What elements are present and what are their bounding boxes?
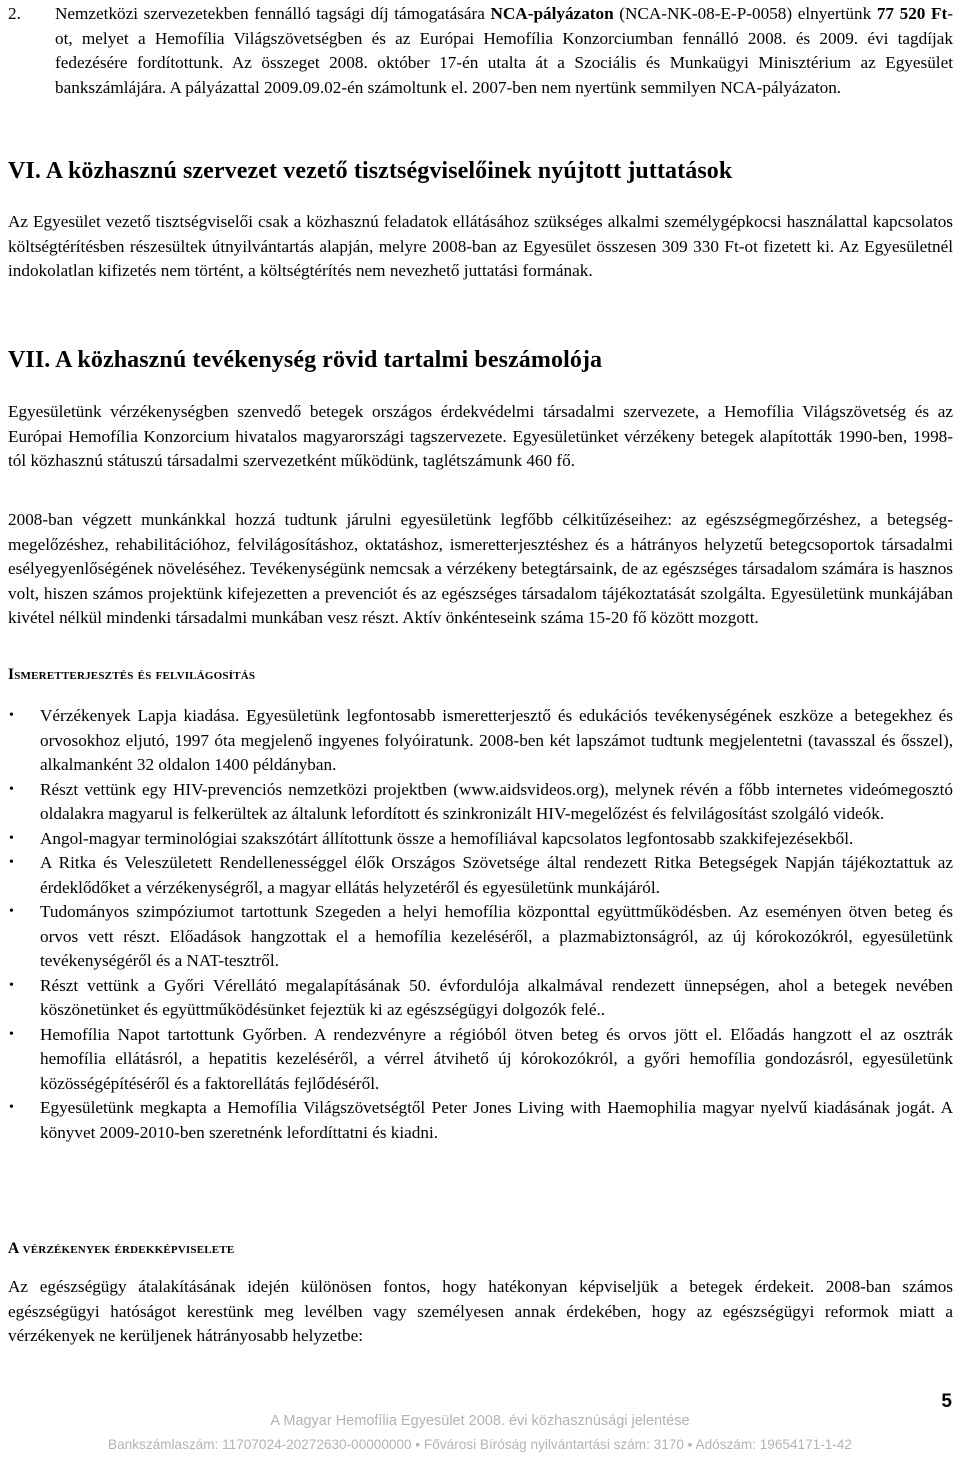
bullet-icon: • xyxy=(9,977,14,993)
list-item: • Tudományos szimpóziumot tartottunk Szegeden a helyi hemofília központtal együttműködésben. Az eseményen ötven beteg és orvos vett részt. Előadások hangzottak el a hemofília kezeléséről, a plazmabiztonságról, az új kórokozókról, egyesületünk tevékenységéről és a NAT-tesztről. xyxy=(9,902,953,970)
item-text: Nemzetközi szervezetekben fennálló tagsági díj támogatására NCA-pályázaton (NCA-NK-08-E-P-0058) elnyertünk 77 520 Ft-ot, melyet a Hemofília Világszövetségben és az Európai Hemofília Konzorciumban fennálló 2008. és 2009. évi tagdíjak fedezésére fordítottunk. Az összeget 2008. október 17-én utalta át a Szociális és Munkaügyi Minisztérium az Egyesület bankszámlájára. A pályázattal 2009.09.02-én számoltunk el. 2007-ben nem nyertünk semmilyen NCA-pályázaton. xyxy=(55,4,953,97)
advocacy-paragraph: Az egészségügy átalakításának idején különösen fontos, hogy hatékonyan képviseljük a betegek érdekeit. 2008-ban számos egészségügyi hatóságot kerestünk meg levélben vagy személyesen annak érdekében, hogy az egészségügyi reformok miatt a vérzékenyek ne kerüljenek hátrányosabb helyzetbe: xyxy=(8,1277,953,1346)
page-number: 5 xyxy=(941,1391,952,1412)
item-number: 2. xyxy=(8,4,21,23)
bullet-icon: • xyxy=(9,708,14,723)
footer-registration-info: Bankszámlaszám: 11707024-20272630-00000000 ▪ Fővárosi Bíróság nyilvántartási szám: 3170 ▪ Adószám: 19654171-1-42 xyxy=(108,1437,852,1452)
section-7-paragraph-2: 2008-ban végzett munkánkkal hozzá tudtunk járulni egyesületünk legfőbb célkitűzéseihez: az egészségmegőrzéshez, a betegség-megelőzéshez, rehabilitációhoz, felvilágosításhoz, oktatáshoz, ismeretterjesztéshez és a hátrányos helyzetű betegcsoportok társadalmi esélyegyenlőségének növeléséhez. Tevékenységünk nemcsak a vérzékeny betegtársaink, de az egészséges társadalom számára is hasznos volt, hiszen számos projektünk kifejezetten a prevenciót és az egészséges társadalom tájékoztatását szolgálta. Egyesületünk munkájában kivétel nélkül mindenki társadalmi munkában vesz részt. Aktív önkénteseink száma 15-20 fő között mozgott. xyxy=(8,510,953,628)
list-item: • Részt vettünk a Győri Vérellátó megalapításának 50. évfordulója alkalmával rendezett ünnepségen, ahol a betegek nevében köszönetünket és együttműködésünket fejeztük ki az egészségügyi dolgozók felé.. xyxy=(9,975,953,1019)
bullet-icon: • xyxy=(9,1100,14,1115)
section-6-paragraph: Az Egyesület vezető tisztségviselői csak a közhasznú feladatok ellátásához szükséges alkalmi személygépkocsi használattal kapcsolatos költségtérítésben részesültek útnyilvántartás alapján, melyre 2008-ban az Egyesület összesen 309 330 Ft-ot fizetett ki. Az Egyesületnél indokolatlan kifizetés nem történt, a költségtérítés nem nevezhető juttatási formának. xyxy=(8,212,953,281)
bullet-icon: • xyxy=(9,855,14,870)
footer-report-title: A Magyar Hemofília Egyesület 2008. évi közhasznúsági jelentése xyxy=(270,1413,690,1429)
bullet-icon: • xyxy=(9,904,14,919)
info-subheading: Ismeretterjesztés és felvilágosítás xyxy=(8,666,256,683)
nca-emphasis: NCA-pályázaton xyxy=(490,4,614,23)
list-item: • Angol-magyar terminológiai szakszótárt állítottunk össze a hemofíliával kapcsolatos legfontosabb szakkifejezésekből. xyxy=(8,827,953,852)
numbered-item-2 xyxy=(8,2,953,100)
bullet-icon: • xyxy=(9,1026,14,1042)
list-item: • A Ritka és Veleszületett Rendellenességgel élők Országos Szövetsége által rendezett Ritka Betegségek Napján tájékoztattuk az érdeklődőket a vérzékenységről, a magyar ellátás helyzetéről és egyesületünk munkájáról. xyxy=(9,853,953,897)
amount-emphasis: 77 520 Ft xyxy=(876,4,948,23)
list-item: • Egyesületünk megkapta a Hemofília Világszövetségtől Peter Jones Living with Haemophilia magyar nyelvű kiadásának jogát. A könyvet 2009-2010-ben szeretnénk lefordíttatni és kiadni. xyxy=(9,1098,953,1142)
list-item: • Hemofília Napot tartottunk Győrben. A rendezvényre a régióból ötven beteg és orvos jött el. Előadás hangzott el az osztrák hemofília ellátásról, a hepatitis kezeléséről, a vérrel átvihető új kórokozókról, a győri hemofília gondozásról, egyesületünk közösségépítéséről és a faktorellátás fejlődéséről. xyxy=(9,1024,953,1093)
section-6-heading: VI. A közhasznú szervezet vezető tisztségviselőinek nyújtott juttatások xyxy=(8,158,733,184)
list-item: • Részt vettünk egy HIV-prevenciós nemzetközi projektben (www.aidsvideos.org), melynek révén a főbb internetes videómegosztó oldalakra magyarul is felkerültek az általunk lefordított és szinkronizált HIV-megelőzést és felvilágosítást szolgáló videók. xyxy=(9,779,953,823)
section-7-paragraph-1: Egyesületünk vérzékenységben szenvedő betegek országos érdekvédelmi társadalmi szervezete, a Hemofília Világszövetség és az Európai Hemofília Konzorcium hivatalos magyarországi tagszervezete. Egyesületünket vérzékeny betegek alapították 1990-ben, 1998-tól közhasznú státuszú társadalmi szervezetként működünk, taglétszámunk 460 fő. xyxy=(8,402,953,471)
bullet-icon: • xyxy=(9,830,14,846)
list-item: • Vérzékenyek Lapja kiadása. Egyesületünk legfontosabb ismeretterjesztő és edukációs tevékenységének eszköze a betegekhez és orvosokhoz eljutó, 1997 óta megjelenő ingyenes folyóiratunk. 2008-ben két lapszámot tudtunk megjelentetni (tavasszal és ősszel), alkalmanként 32 oldalon 1400 példányban. xyxy=(9,706,953,774)
advocacy-subheading: A vérzékenyek érdekképviselete xyxy=(8,1240,235,1257)
bullet-icon: • xyxy=(9,781,14,797)
activity-list xyxy=(8,704,953,1145)
section-7-heading: VII. A közhasznú tevékenység rövid tartalmi beszámolója xyxy=(8,347,603,373)
